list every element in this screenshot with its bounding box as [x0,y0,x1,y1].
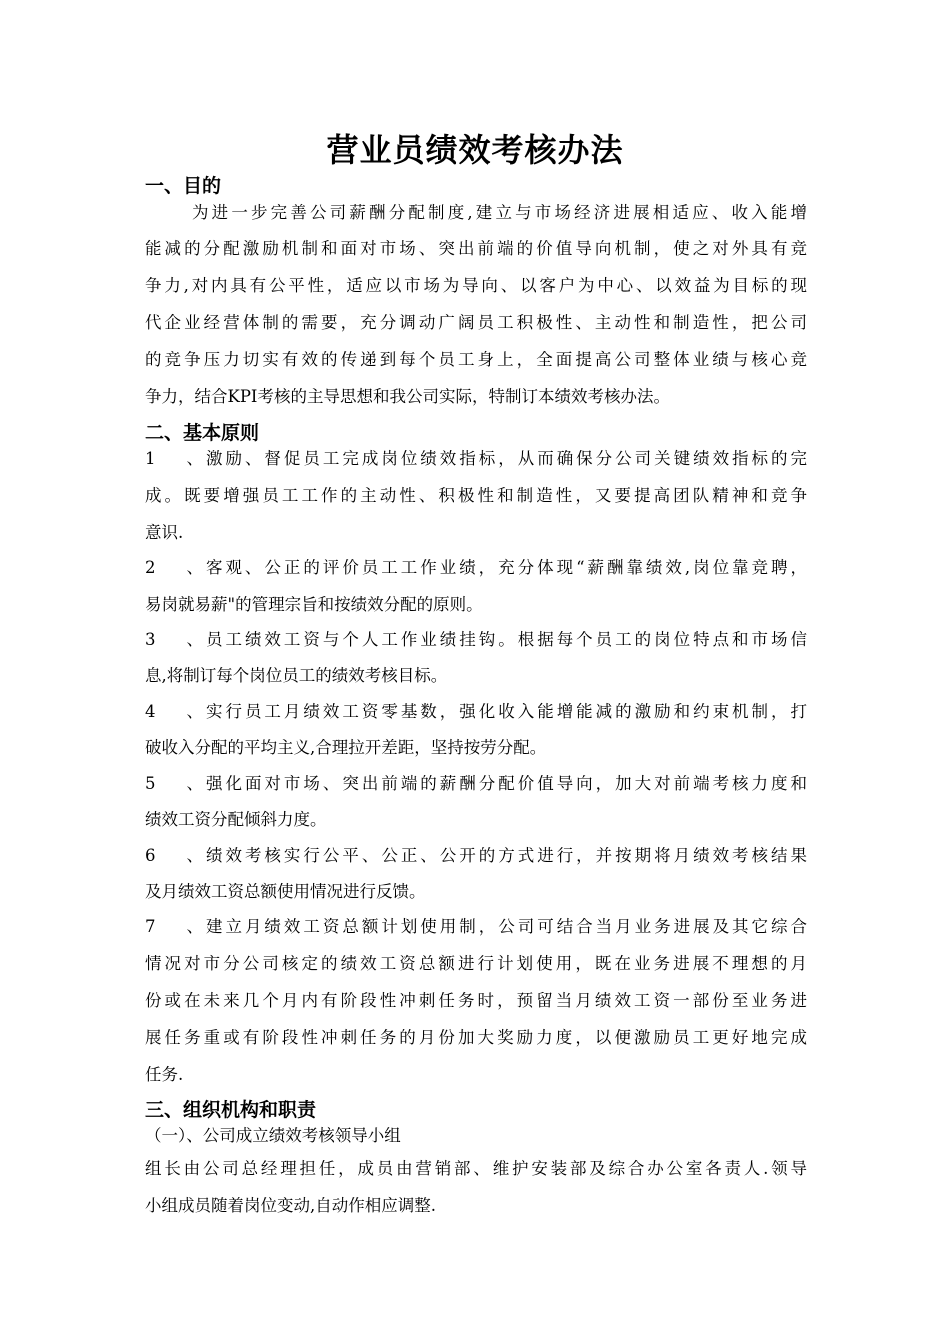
list-item-line [145,556,807,580]
list-item-line: 破收入分配的平均主义,合理拉开差距，坚持按劳分配。 [145,738,547,757]
list-item-text: 建立月绩效工资总额计划使用制，公司可结合当月业务进展及其它综合 [203,917,807,936]
paragraph-line: 代企业经营体制的需要，充分调动广阔员工积极性、主动性和制造性，把公司 [145,313,807,332]
list-item-line [145,844,807,868]
list-item-line [145,628,807,652]
list-item-line [145,772,807,796]
list-item-line: 及月绩效工资总额使用情况进行反馈。 [145,882,426,901]
list-item-text: 激励、督促员工完成岗位绩效指标，从而确保分公司关键绩效指标的完 [203,449,807,468]
list-item-line: 展任务重或有阶段性冲刺任务的月份加大奖励力度，以便激励员工更好地完成 [145,1028,807,1047]
list-item-number: 5、 [145,774,203,793]
paragraph-line: 组长由公司总经理担任，成员由营销部、维护安装部及综合办公室各责人.领导 [145,1159,807,1178]
list-item-line: 份或在未来几个月内有阶段性冲刺任务时，预留当月绩效工资一部份至业务进 [145,991,807,1010]
paragraph-line: 能减的分配激励机制和面对市场、突出前端的价值导向机制，使之对外具有竞 [145,239,807,258]
list-item-line [145,447,807,471]
list-item-number: 4、 [145,702,203,721]
list-item-number: 3、 [145,630,203,649]
paragraph-line: 争力,对内具有公平性，适应以市场为导向、以客户为中心、以效益为目标的现 [145,276,807,295]
paragraph-line: 小组成员随着岗位变动,自动作相应调整. [145,1196,436,1215]
list-item-text: 员工绩效工资与个人工作业绩挂钩。根据每个员工的岗位特点和市场信 [203,630,807,649]
list-item-line: 意识. [145,523,184,542]
paragraph-line: 为进一步完善公司薪酬分配制度,建立与市场经济进展相适应、收入能增 [192,203,807,222]
paragraph-line: 的竞争压力切实有效的传递到每个员工身上，全面提高公司整体业绩与核心竞 [145,350,807,369]
list-item-text: 绩效考核实行公平、公正、公开的方式进行，并按期将月绩效考核结果 [203,846,807,865]
list-item-number: 7、 [145,917,203,936]
list-item-number: 2、 [145,558,203,577]
list-item-line: 易岗就易薪"的管理宗旨和按绩效分配的原则。 [145,595,483,614]
list-item-number: 1、 [145,449,203,468]
list-item-text: 客观、公正的评价员工工作业绩，充分体现“薪酬靠绩效,岗位靠竞聘， [203,558,807,577]
section-heading-principles: 二、基本原则 [145,422,260,444]
list-item-text: 实行员工月绩效工资零基数，强化收入能增能减的激励和约束机制，打 [203,702,807,721]
document-title: 营业员绩效考核办法 [326,131,624,169]
section-heading-organization: 三、组织机构和职责 [145,1099,317,1121]
list-item-line: 情况对市分公司核定的绩效工资总额进行计划使用，既在业务进展不理想的月 [145,954,807,973]
list-item-line [145,915,807,939]
list-item-line: 绩效工资分配倾斜力度。 [145,810,327,829]
list-item-text: 强化面对市场、突出前端的薪酬分配价值导向，加大对前端考核力度和 [203,774,807,793]
list-item-number: 6、 [145,846,203,865]
section-heading-purpose: 一、目的 [145,175,222,197]
subsection-heading: （一）、公司成立绩效考核领导小组 [145,1126,401,1145]
list-item-line: 成。既要增强员工工作的主动性、积极性和制造性，又要提高团队精神和竞争 [145,486,807,505]
paragraph-line: 争力，结合KPI考核的主导思想和我公司实际，特制订本绩效考核办法。 [145,387,670,406]
list-item-line: 息,将制订每个岗位员工的绩效考核目标。 [145,666,448,685]
list-item-line [145,700,807,724]
list-item-line: 任务. [145,1065,184,1084]
